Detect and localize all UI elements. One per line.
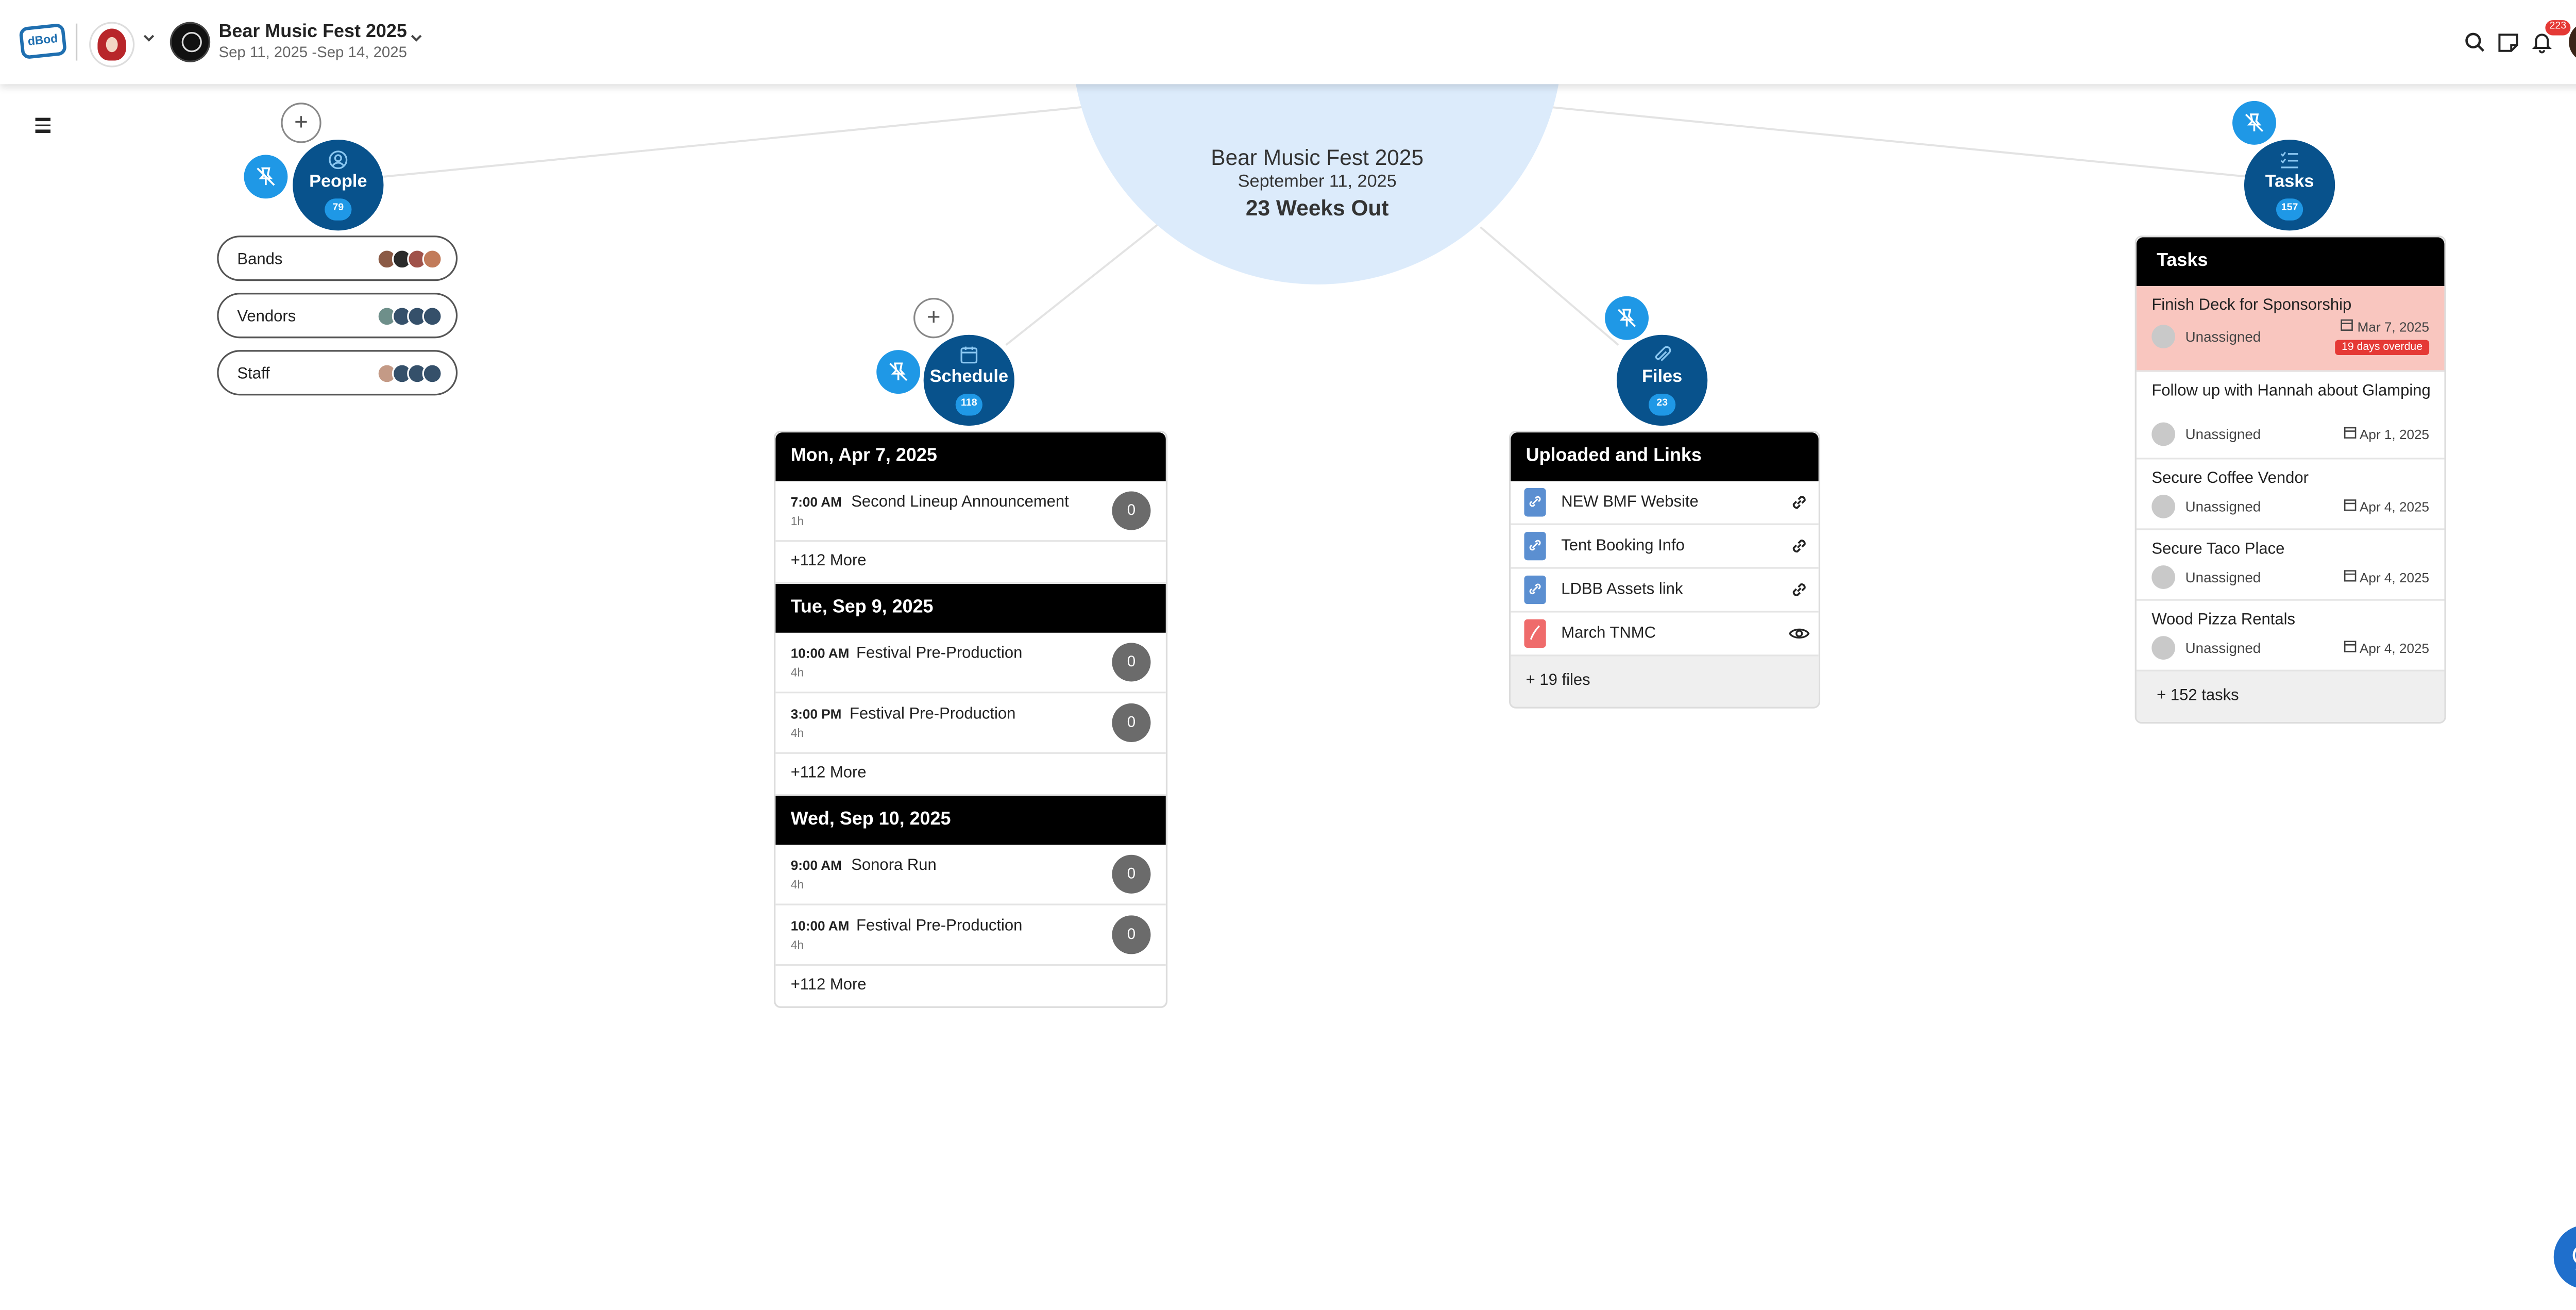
assignee-label: Unassigned: [2185, 426, 2261, 443]
task-name: Wood Pizza Rentals: [2151, 611, 2296, 630]
app-logo[interactable]: dBod: [19, 23, 67, 60]
unpin-tasks-button[interactable]: [2232, 101, 2276, 145]
task-due-date: [2343, 426, 2429, 443]
group-label: Vendors: [237, 308, 296, 327]
due-date-text: Apr 4, 2025: [2359, 641, 2430, 657]
pin-off-icon: [2244, 113, 2264, 133]
link-icon[interactable]: [1788, 579, 1810, 600]
overdue-badge: 19 days overdue: [2335, 340, 2429, 355]
group-avatars: [382, 306, 443, 326]
schedule-item[interactable]: [775, 633, 1166, 694]
item-time: 7:00 AM: [790, 494, 842, 510]
assignee-label: Unassigned: [2185, 328, 2261, 345]
task-item[interactable]: [2137, 286, 2445, 372]
due-date-text: Mar 7, 2025: [2357, 320, 2430, 335]
group-label: Staff: [237, 365, 270, 384]
notification-badge: 223: [2545, 20, 2570, 35]
schedule-item[interactable]: [775, 905, 1166, 966]
task-name: Finish Deck for Sponsorship: [2151, 296, 2352, 315]
schedule-day-header: Mon, Apr 7, 2025: [775, 432, 1166, 481]
divider: [76, 24, 77, 61]
group-avatars: [382, 363, 443, 383]
event-title[interactable]: Bear Music Fest 2025: [218, 22, 407, 42]
pdf-file-icon: [1524, 619, 1546, 648]
schedule-hub[interactable]: [924, 335, 1014, 426]
hub-label: Files: [1642, 366, 1683, 388]
assignee-label: Unassigned: [2185, 639, 2261, 657]
calendar-icon: [2343, 640, 2357, 653]
unpin-files-button[interactable]: [1605, 296, 1649, 340]
item-count-badge[interactable]: 0: [1112, 643, 1150, 681]
files-card: [1509, 431, 1820, 709]
tasks-card: [2135, 236, 2446, 724]
group-label: Bands: [237, 250, 283, 270]
file-name: March TNMC: [1561, 624, 1656, 643]
weeks-out-label: 23 Weeks Out: [1245, 195, 1389, 221]
calendar-icon: [2343, 569, 2357, 582]
schedule-day-header: Wed, Sep 10, 2025: [775, 796, 1166, 845]
more-link[interactable]: +112 More: [775, 542, 1166, 584]
task-item[interactable]: [2137, 372, 2445, 460]
item-count-badge[interactable]: 0: [1112, 855, 1150, 894]
file-item[interactable]: [1511, 481, 1819, 525]
pin-off-icon: [888, 362, 908, 382]
people-hub[interactable]: [293, 140, 383, 230]
paperclip-icon: [1652, 345, 1672, 365]
files-card-header: Uploaded and Links: [1511, 432, 1819, 481]
file-item[interactable]: [1511, 613, 1819, 657]
link-icon[interactable]: [1788, 491, 1810, 513]
link-file-icon: [1524, 576, 1546, 604]
task-due-date: [2343, 498, 2429, 515]
file-name: LDBB Assets link: [1561, 580, 1683, 599]
item-duration: 4h: [790, 728, 804, 741]
item-duration: 1h: [790, 516, 804, 529]
hub-count: 118: [956, 394, 982, 415]
file-item[interactable]: [1511, 569, 1819, 613]
item-time: 10:00 AM: [790, 646, 850, 662]
avatar: [422, 363, 443, 383]
task-due-date: [2343, 569, 2429, 586]
event-center-date: September 11, 2025: [1238, 172, 1397, 192]
task-name: Secure Coffee Vendor: [2151, 469, 2309, 488]
task-item[interactable]: [2137, 601, 2445, 671]
item-time: 9:00 AM: [790, 858, 842, 874]
hub-label: People: [309, 172, 367, 192]
item-duration: 4h: [790, 668, 804, 680]
more-link[interactable]: +112 More: [775, 754, 1166, 796]
menu-icon[interactable]: [36, 118, 50, 136]
calendar-icon: [2343, 426, 2357, 439]
files-hub[interactable]: [1617, 335, 1707, 426]
avatar: [422, 249, 443, 269]
org-avatar[interactable]: [89, 22, 134, 67]
more-files-link[interactable]: + 19 files: [1511, 656, 1819, 707]
task-item[interactable]: [2137, 530, 2445, 601]
calendar-icon: [2343, 498, 2357, 512]
link-file-icon: [1524, 488, 1546, 517]
event-dates: Sep 11, 2025 -Sep 14, 2025: [218, 43, 407, 61]
due-date-text: Apr 1, 2025: [2359, 427, 2430, 443]
event-avatar[interactable]: [170, 22, 210, 62]
hub-count: 157: [2276, 198, 2303, 220]
link-icon[interactable]: [1788, 535, 1810, 557]
file-item[interactable]: [1511, 525, 1819, 569]
item-name: Festival Pre-Production: [849, 705, 1016, 724]
eye-icon[interactable]: [1788, 623, 1810, 644]
chevron-down-icon[interactable]: [141, 30, 156, 51]
group-avatars: [382, 249, 443, 269]
people-group-bands[interactable]: [217, 236, 457, 281]
schedule-card: [774, 431, 1167, 1008]
due-date-text: Apr 4, 2025: [2359, 499, 2430, 515]
chevron-down-icon[interactable]: [409, 30, 423, 51]
task-due-date: [2343, 640, 2429, 657]
add-people-button[interactable]: +: [281, 103, 321, 143]
item-name: Second Lineup Announcement: [851, 493, 1069, 512]
tasks-card-header: Tasks: [2137, 237, 2445, 286]
pin-off-icon: [256, 166, 276, 187]
link-file-icon: [1524, 532, 1546, 561]
assignee-avatar: [2151, 325, 2175, 348]
due-date-text: Apr 4, 2025: [2359, 570, 2430, 586]
task-due-date: [2340, 318, 2429, 335]
file-name: NEW BMF Website: [1561, 493, 1699, 512]
schedule-item[interactable]: [775, 845, 1166, 905]
calendar-icon: [2340, 318, 2353, 331]
event-center-title: Bear Music Fest 2025: [1211, 144, 1424, 170]
schedule-item[interactable]: [775, 481, 1166, 542]
notes-icon[interactable]: [2497, 30, 2520, 54]
item-count-badge[interactable]: 0: [1112, 491, 1150, 530]
hub-label: Tasks: [2265, 172, 2314, 192]
item-name: Sonora Run: [851, 856, 937, 875]
item-time: 3:00 PM: [790, 707, 842, 722]
checklist-icon: [2279, 150, 2299, 170]
unpin-people-button[interactable]: [244, 155, 287, 198]
more-tasks-link[interactable]: + 152 tasks: [2137, 671, 2445, 722]
add-schedule-button[interactable]: +: [913, 298, 954, 338]
avatar: [422, 306, 443, 326]
item-count-badge[interactable]: 0: [1112, 915, 1150, 954]
more-link[interactable]: +112 More: [790, 976, 867, 995]
hub-count: 79: [325, 198, 351, 220]
assignee-avatar: [2151, 636, 2175, 660]
assignee-avatar: [2151, 495, 2175, 518]
schedule-item[interactable]: [775, 693, 1166, 754]
people-group-vendors[interactable]: [217, 293, 457, 338]
file-name: Tent Booking Info: [1561, 536, 1685, 556]
pin-off-icon: [1617, 308, 1637, 328]
assignee-avatar: [2151, 423, 2175, 446]
task-name: Secure Taco Place: [2151, 540, 2285, 559]
task-name: Follow up with Hannah about Glamping: [2151, 382, 2431, 401]
top-bar: [0, 0, 2576, 84]
people-group-staff[interactable]: [217, 350, 457, 395]
item-duration: 4h: [790, 940, 804, 953]
assignee-avatar: [2151, 565, 2175, 589]
assignee-label: Unassigned: [2185, 498, 2261, 515]
schedule-day-header: Tue, Sep 9, 2025: [775, 584, 1166, 633]
calendar-icon: [959, 345, 979, 365]
item-name: Festival Pre-Production: [856, 644, 1023, 663]
task-item[interactable]: [2137, 459, 2445, 530]
tasks-hub[interactable]: [2244, 140, 2335, 230]
assignee-label: Unassigned: [2185, 568, 2261, 586]
chat-icon: [2570, 1242, 2576, 1272]
item-count-badge[interactable]: 0: [1112, 703, 1150, 742]
item-name: Festival Pre-Production: [856, 917, 1023, 936]
item-time: 10:00 AM: [790, 918, 850, 934]
hub-label: Schedule: [929, 366, 1009, 388]
unpin-schedule-button[interactable]: [876, 350, 920, 394]
hub-count: 23: [1649, 394, 1675, 415]
search-icon[interactable]: [2463, 30, 2486, 54]
user-icon: [328, 150, 348, 170]
item-duration: 4h: [790, 880, 804, 892]
